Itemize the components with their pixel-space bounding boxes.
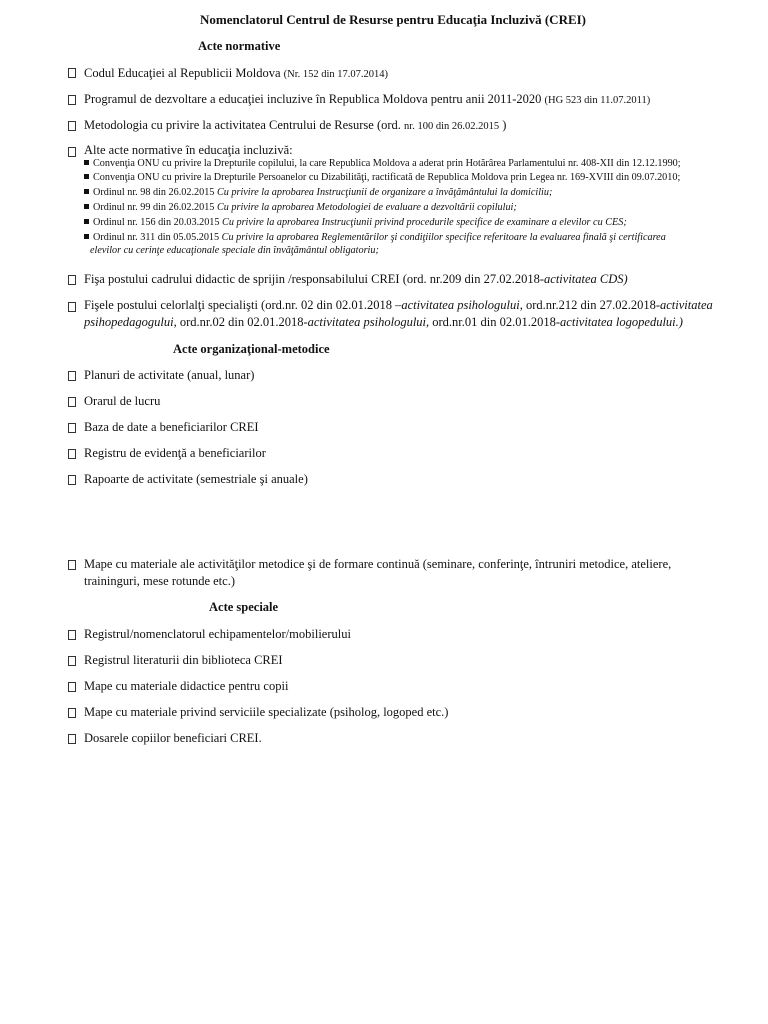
list-item: Programul de dezvoltare a educaţiei incluzive în Republica Moldova pentru anii 2011-2020 (HG 523 din 11.07.2011): [84, 92, 651, 106]
list-item: Mape cu materiale privind serviciile specializate (psiholog, logoped etc.): [84, 705, 449, 719]
square-bullet-icon: [84, 234, 89, 239]
bullet-icon: [68, 682, 76, 692]
list-item: Planuri de activitate (anual, lunar): [84, 368, 255, 382]
square-bullet-icon: [84, 160, 89, 165]
list-item: Codul Educaţiei al Republicii Moldova (Nr. 152 din 17.07.2014): [84, 66, 389, 80]
bullet-icon: [68, 371, 76, 381]
sub-list-item: Ordinul nr. 156 din 20.03.2015 Cu privire la aprobarea Instrucţiunii privind procedurile specifice de examinare a elevilor cu CES;: [84, 216, 744, 229]
sub-list-item: Convenţia ONU cu privire la Drepturile copilului, la care Republica Moldova a aderat prin Hotărârea Parlamentului nr. 408-XII din 12.12.1990;: [84, 157, 744, 170]
bullet-icon: [68, 68, 76, 78]
list-item: Metodologia cu privire la activitatea Centrului de Resurse (ord. nr. 100 din 26.02.2015 ): [84, 118, 507, 132]
square-bullet-icon: [84, 189, 89, 194]
list-item: Alte acte normative în educaţia incluzivă:: [84, 143, 293, 157]
sub-list-item: Ordinul nr. 311 din 05.05.2015 Cu privire la aprobarea Reglementărilor şi condiţiilor specifice referitoare la evaluarea finală şi certificarea elevilor cu cerinţe educaţionale speciale din învăţământul obligatoriu;: [84, 231, 744, 257]
bullet-icon: [68, 449, 76, 459]
bullet-icon: [68, 734, 76, 744]
sub-list-item: Ordinul nr. 98 din 26.02.2015 Cu privire la aprobarea Instrucţiunii de organizare a învăţământului la domiciliu;: [84, 186, 744, 199]
list-item: Baza de date a beneficiarilor CREI: [84, 420, 259, 434]
sub-list-item: Convenţia ONU cu privire la Drepturile Persoanelor cu Dizabilităţi, ractificată de Republica Moldova prin Legea nr. 169-XVIII din 09.07.2010;: [84, 171, 744, 184]
bullet-icon: [68, 475, 76, 485]
bullet-icon: [68, 708, 76, 718]
section-heading-acte-speciale: Acte speciale: [209, 600, 279, 614]
square-bullet-icon: [84, 219, 89, 224]
bullet-icon: [68, 95, 76, 105]
bullet-icon: [68, 302, 76, 312]
list-item: Mape cu materiale ale activităţilor metodice şi de formare continuă (seminare, conferinţe, întruniri metodice, ateliere, traininguri, mese rotunde etc.): [84, 557, 672, 588]
list-item: Mape cu materiale didactice pentru copii: [84, 679, 289, 693]
list-item: Fişa postului cadrului didactic de sprijin /responsabilului CREI (ord. nr.209 din 27.02.2018-activitatea CDS): [84, 272, 628, 286]
list-item: Orarul de lucru: [84, 394, 161, 408]
list-item: Registrul/nomenclatorul echipamentelor/mobilierului: [84, 627, 351, 641]
bullet-icon: [68, 397, 76, 407]
list-item: Registrul literaturii din biblioteca CREI: [84, 653, 283, 667]
list-item: Fişele postului celorlalţi specialişti (ord.nr. 02 din 02.01.2018 –activitatea psihologului, ord.nr.212 din 27.02.2018-activitatea psihopedagogului, ord.nr.02 din 02.01.2018-activitatea psihologului, ord.nr.01 din 02.01.2018-activitatea logopedului.): [84, 298, 713, 329]
list-item: Dosarele copiilor beneficiari CREI.: [84, 731, 262, 745]
square-bullet-icon: [84, 174, 89, 179]
section-heading-acte-normative: Acte normative: [198, 39, 281, 53]
section-heading-acte-organizational-metodice: Acte organizaţional-metodice: [173, 342, 330, 356]
bullet-icon: [68, 656, 76, 666]
page-title: Nomenclatorul Centrul de Resurse pentru Educaţia Incluzivă (CREI): [200, 12, 587, 27]
list-item: Rapoarte de activitate (semestriale şi anuale): [84, 472, 308, 486]
sub-list-item: Ordinul nr. 99 din 26.02.2015 Cu privire la aprobarea Metodologiei de evaluare a dezvoltării copilului;: [84, 201, 744, 214]
bullet-icon: [68, 275, 76, 285]
bullet-icon: [68, 423, 76, 433]
list-item: Registru de evidenţă a beneficiarilor: [84, 446, 266, 460]
bullet-icon: [68, 147, 76, 157]
bullet-icon: [68, 121, 76, 131]
square-bullet-icon: [84, 204, 89, 209]
bullet-icon: [68, 560, 76, 570]
bullet-icon: [68, 630, 76, 640]
